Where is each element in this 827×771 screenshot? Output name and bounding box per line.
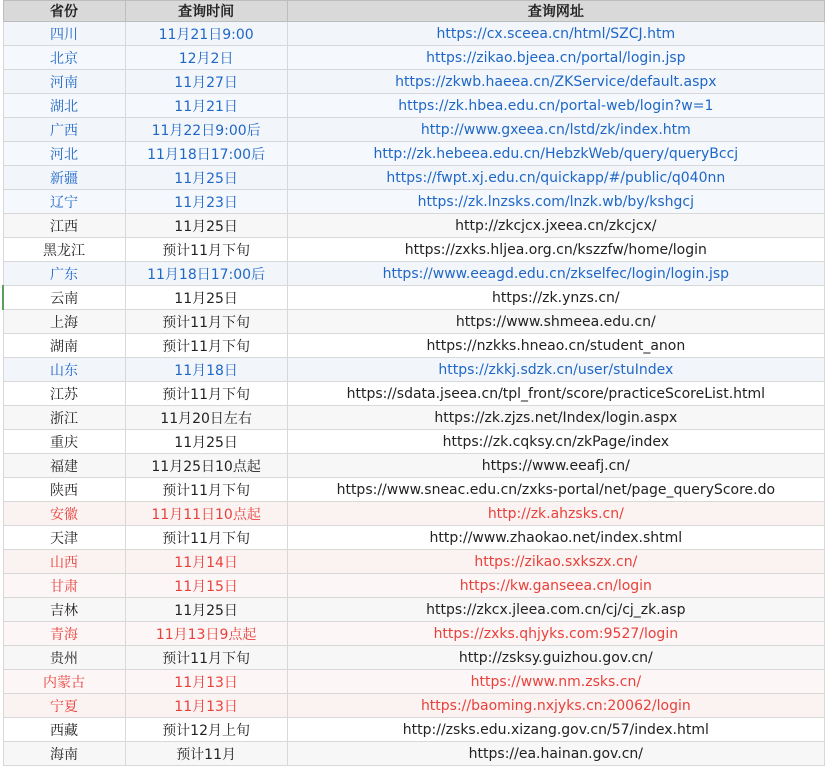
query-time-cell: 11月21日	[125, 94, 287, 118]
column-header-time: 查询时间	[125, 1, 287, 22]
query-time-cell: 预计11月下旬	[125, 646, 287, 670]
province-cell: 浙江	[3, 406, 125, 430]
table-row	[3, 430, 825, 454]
query-time-cell: 预计11月下旬	[125, 526, 287, 550]
query-url-link[interactable]: https://zkcx.jleea.com.cn/cj/cj_zk.asp	[287, 598, 824, 622]
province-cell: 湖南	[3, 334, 125, 358]
table-row	[3, 742, 825, 766]
query-url-link[interactable]: https://www.nm.zsks.cn/	[287, 670, 824, 694]
query-time-cell: 11月13日9点起	[125, 622, 287, 646]
query-url-link[interactable]: https://zkwb.haeea.cn/ZKService/default.aspx	[287, 70, 824, 94]
query-time-cell: 预计11月下旬	[125, 382, 287, 406]
table-row	[3, 646, 825, 670]
table-row	[3, 670, 825, 694]
query-time-cell: 11月27日	[125, 70, 287, 94]
table-row	[3, 454, 825, 478]
table-row	[3, 142, 825, 166]
table-row	[3, 70, 825, 94]
query-time-cell: 预计11月	[125, 742, 287, 766]
query-url-link[interactable]: http://zk.hebeea.edu.cn/HebzkWeb/query/queryBccj	[287, 142, 824, 166]
query-time-cell: 11月20日左右	[125, 406, 287, 430]
query-url-link[interactable]: https://www.sneac.edu.cn/zxks-portal/net/page_queryScore.do	[287, 478, 824, 502]
province-cell: 河北	[3, 142, 125, 166]
column-header-province: 省份	[3, 1, 125, 22]
province-cell: 河南	[3, 70, 125, 94]
province-cell: 北京	[3, 46, 125, 70]
table-row	[3, 286, 825, 310]
query-time-cell: 11月25日	[125, 214, 287, 238]
table-row	[3, 622, 825, 646]
table-row	[3, 310, 825, 334]
query-url-link[interactable]: https://nzkks.hneao.cn/student_anon	[287, 334, 824, 358]
query-url-link[interactable]: https://zk.cqksy.cn/zkPage/index	[287, 430, 824, 454]
query-time-cell: 预计12月上旬	[125, 718, 287, 742]
province-cell: 辽宁	[3, 190, 125, 214]
province-cell: 新疆	[3, 166, 125, 190]
query-time-cell: 11月15日	[125, 574, 287, 598]
query-time-cell: 11月23日	[125, 190, 287, 214]
table-row	[3, 214, 825, 238]
province-cell: 青海	[3, 622, 125, 646]
query-url-link[interactable]: https://zk.ynzs.cn/	[287, 286, 824, 310]
table-row	[3, 118, 825, 142]
query-url-link[interactable]: https://zk.zjzs.net/Index/login.aspx	[287, 406, 824, 430]
table-row	[3, 94, 825, 118]
query-url-link[interactable]: https://baoming.nxjyks.cn:20062/login	[287, 694, 824, 718]
query-url-link[interactable]: https://kw.ganseea.cn/login	[287, 574, 824, 598]
province-cell: 黑龙江	[3, 238, 125, 262]
province-cell: 甘肃	[3, 574, 125, 598]
query-time-cell: 11月25日	[125, 598, 287, 622]
query-url-link[interactable]: https://www.shmeea.edu.cn/	[287, 310, 824, 334]
query-time-cell: 11月25日10点起	[125, 454, 287, 478]
table-row	[3, 526, 825, 550]
province-cell: 吉林	[3, 598, 125, 622]
province-cell: 山东	[3, 358, 125, 382]
table-header-row	[3, 1, 825, 22]
table-row	[3, 22, 825, 46]
province-cell: 广东	[3, 262, 125, 286]
query-url-link[interactable]: https://zk.lnzsks.com/lnzk.wb/by/kshgcj	[287, 190, 824, 214]
query-time-cell: 预计11月下旬	[125, 334, 287, 358]
query-url-link[interactable]: http://zsksy.guizhou.gov.cn/	[287, 646, 824, 670]
province-cell: 宁夏	[3, 694, 125, 718]
table-row	[3, 166, 825, 190]
query-time-cell: 11月25日	[125, 286, 287, 310]
province-cell: 陕西	[3, 478, 125, 502]
query-time-cell: 预计11月下旬	[125, 238, 287, 262]
query-url-link[interactable]: http://zkcjcx.jxeea.cn/zkcjcx/	[287, 214, 824, 238]
query-time-cell: 11月25日	[125, 166, 287, 190]
table-row	[3, 190, 825, 214]
table-row	[3, 718, 825, 742]
table-row	[3, 238, 825, 262]
query-url-link[interactable]: https://zkkj.sdzk.cn/user/stuIndex	[287, 358, 824, 382]
query-url-link[interactable]: https://zk.hbea.edu.cn/portal-web/login?w=1	[287, 94, 824, 118]
query-url-link[interactable]: http://www.zhaokao.net/index.shtml	[287, 526, 824, 550]
query-url-link[interactable]: https://cx.sceea.cn/html/SZCJ.htm	[287, 22, 824, 46]
query-url-link[interactable]: https://www.eeafj.cn/	[287, 454, 824, 478]
province-cell: 福建	[3, 454, 125, 478]
query-time-cell: 12月2日	[125, 46, 287, 70]
query-time-cell: 预计11月下旬	[125, 478, 287, 502]
table-row	[3, 502, 825, 526]
table-row	[3, 694, 825, 718]
query-time-cell: 11月18日17:00后	[125, 262, 287, 286]
query-time-cell: 11月14日	[125, 550, 287, 574]
province-cell: 重庆	[3, 430, 125, 454]
query-url-link[interactable]: http://zk.ahzsks.cn/	[287, 502, 824, 526]
table-row	[3, 598, 825, 622]
table-row	[3, 334, 825, 358]
province-cell: 天津	[3, 526, 125, 550]
column-header-url: 查询网址	[287, 1, 824, 22]
table-row	[3, 358, 825, 382]
table-row	[3, 478, 825, 502]
query-time-cell: 11月22日9:00后	[125, 118, 287, 142]
query-url-link[interactable]: https://zxks.hljea.org.cn/kszzfw/home/login	[287, 238, 824, 262]
table-row	[3, 382, 825, 406]
table-row	[3, 262, 825, 286]
query-time-cell: 11月25日	[125, 430, 287, 454]
province-cell: 山西	[3, 550, 125, 574]
query-url-link[interactable]: https://fwpt.xj.edu.cn/quickapp/#/public/q040nn	[287, 166, 824, 190]
province-cell: 海南	[3, 742, 125, 766]
province-cell: 四川	[3, 22, 125, 46]
query-time-cell: 11月13日	[125, 670, 287, 694]
province-cell: 湖北	[3, 94, 125, 118]
query-time-cell: 11月18日17:00后	[125, 142, 287, 166]
province-cell: 上海	[3, 310, 125, 334]
query-time-cell: 11月13日	[125, 694, 287, 718]
query-url-link[interactable]: https://zikao.sxkszx.cn/	[287, 550, 824, 574]
query-url-link[interactable]: https://zikao.bjeea.cn/portal/login.jsp	[287, 46, 824, 70]
query-url-link[interactable]: https://zxks.qhjyks.com:9527/login	[287, 622, 824, 646]
table-row	[3, 574, 825, 598]
province-cell: 安徽	[3, 502, 125, 526]
query-url-link[interactable]: https://ea.hainan.gov.cn/	[287, 742, 824, 766]
query-url-link[interactable]: https://sdata.jseea.cn/tpl_front/score/practiceScoreList.html	[287, 382, 824, 406]
province-cell: 内蒙古	[3, 670, 125, 694]
province-cell: 江苏	[3, 382, 125, 406]
province-cell: 江西	[3, 214, 125, 238]
query-time-cell: 11月11日10点起	[125, 502, 287, 526]
query-url-link[interactable]: http://zsks.edu.xizang.gov.cn/57/index.html	[287, 718, 824, 742]
table-row	[3, 46, 825, 70]
query-time-cell: 11月18日	[125, 358, 287, 382]
province-cell: 云南	[3, 286, 125, 310]
province-cell: 广西	[3, 118, 125, 142]
results-query-table	[2, 0, 825, 766]
table-row	[3, 550, 825, 574]
table-body	[3, 22, 825, 766]
table-row	[3, 406, 825, 430]
query-time-cell: 预计11月下旬	[125, 310, 287, 334]
province-cell: 贵州	[3, 646, 125, 670]
query-time-cell: 11月21日9:00	[125, 22, 287, 46]
query-url-link[interactable]: https://www.eeagd.edu.cn/zkselfec/login/login.jsp	[287, 262, 824, 286]
query-url-link[interactable]: http://www.gxeea.cn/lstd/zk/index.htm	[287, 118, 824, 142]
province-cell: 西藏	[3, 718, 125, 742]
